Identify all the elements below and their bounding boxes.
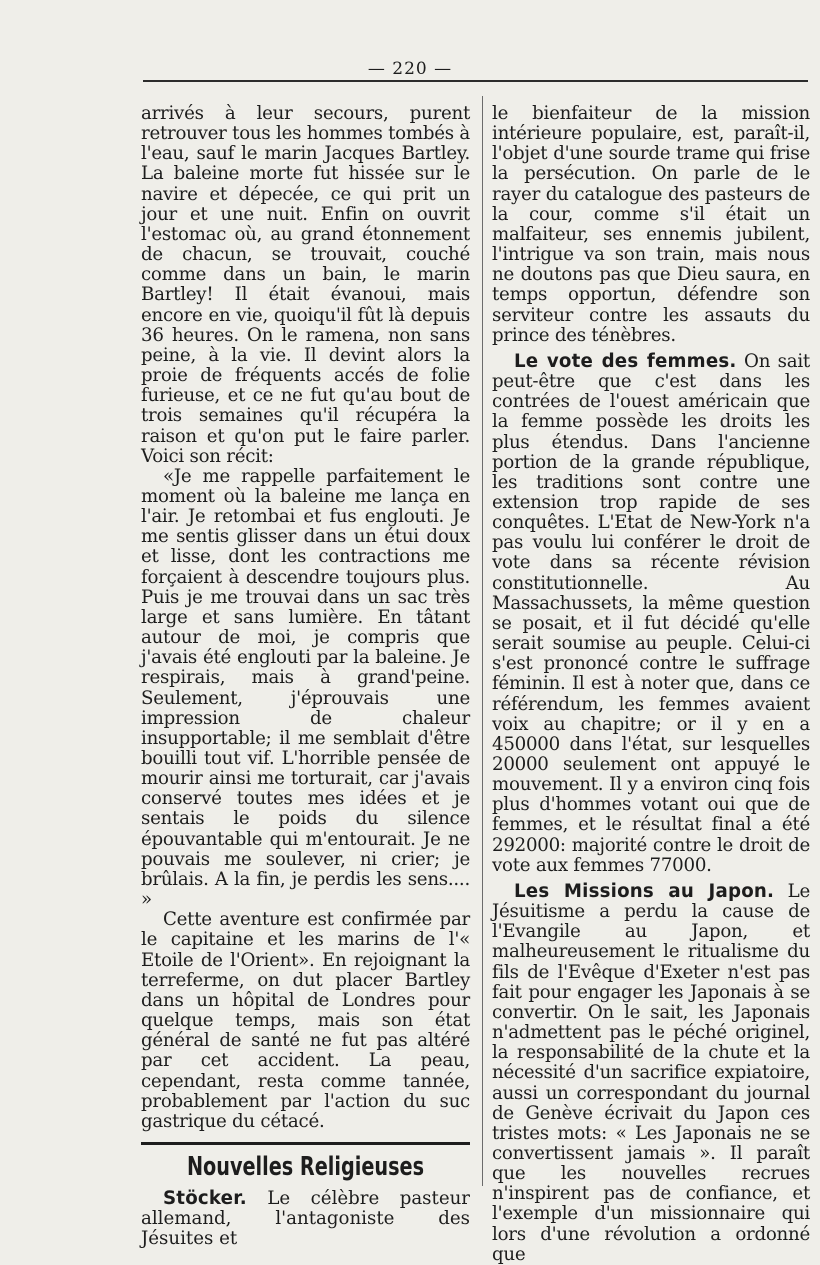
japon-heading: Les Missions au Japon. xyxy=(514,880,775,902)
left-paragraph-stocker xyxy=(141,1189,470,1249)
section-title: Nouvelles Religieuses xyxy=(186,1151,425,1182)
vote-text: On sait peut-être que c'est dans les contrées de l'ouest américain que la femme possède les droits les plus étendus. Dans l'ancienne portion de la grande république, les traditions sont contre une extension trop rapide de ses conquêtes. L'Etat de New-York n'a pas voulu lui conférer le droit de vote dans sa récente révision constitutionnelle. Au Massachussets, la même question se posait, et il fut décidé qu'elle serait soumise au peuple. Celui-ci s'est prononcé contre le suffrage féminin. Il est à noter que, dans ce référendum, les femmes avaient voix au chapitre; or il y en a 450000 dans l'état, sur lesquelles 20000 seulement ont appuyé le mouvement. Il y a environ cinq fois plus d'hommes votant oui que de femmes, et le résultat final a été 292000: majorité contre le droit de vote aux femmes 77000. xyxy=(492,350,810,876)
right-paragraph-vote-des-femmes xyxy=(492,352,810,876)
section-rule xyxy=(141,1142,470,1145)
right-column xyxy=(492,104,810,1265)
stocker-heading: Stöcker. xyxy=(163,1187,247,1209)
page-number: — 220 — xyxy=(367,59,453,79)
stocker-text: Le célèbre pasteur allemand, l'antagoniste des Jésuites et xyxy=(141,1187,470,1250)
left-paragraph-whale-rescue: arrivés à leur secours, purent retrouver tous les hommes tombés à l'eau, sauf le marin Jacques Bartley. La baleine morte fut hissée sur le navire et dépecée, ce qui prit un jour et une nuit. Enfin on ouvrit l'estomac où, au grand étonnement de chacun, se trouvait, couché comme dans un bain, le marin Bartley! Il était évanoui, mais encore en vie, quoiqu'il fût là depuis 36 heures. On le ramena, non sans peine, à la vie. Il devint alors la proie de fréquents accés de folie furieuse, et ce ne fut qu'au bout de trois semaines qu'il récupéra la raison et qu'on put le faire parler. Voici son récit: xyxy=(141,103,470,467)
vote-heading: Le vote des femmes. xyxy=(514,350,737,372)
left-paragraph-bartley-account: «Je me rappelle parfaitement le moment où la baleine me lança en l'air. Je retombai et fus englouti. Je me sentis glisser dans un étui doux et lisse, dont les contractions me forçaient à descendre toujours plus. Puis je me trouvai dans un sac très large et sans lumière. En tâtant autour de moi, je compris que j'avais été englouti par la baleine. Je respirais, mais à grand'peine. Seulement, j'éprouvais une impression de chaleur insupportable; il me semblait d'être bouilli tout vif. L'horrible pensée de mourir ainsi me torturait, car j'avais conservé toutes mes idées et je sentais le poids du silence épouvantable qui m'entourait. Je ne pouvais me soulever, ni crier; je brûlais. A la fin, je perdis les sens.... » xyxy=(141,465,470,911)
right-paragraph-stocker-continued: le bienfaiteur de la mission intérieure populaire, est, paraît-il, l'objet d'une sourde trame qui frise la persécution. On parle de le rayer du catalogue des pasteurs de la cour, comme s'il était un malfaiteur, ses ennemis jubilent, l'intrigue va son train, mais nous ne doutons pas que Dieu saura, en temps opportun, défendre son serviteur contre les assauts du prince des ténèbres. xyxy=(492,103,810,346)
left-column xyxy=(141,104,470,1249)
column-divider xyxy=(482,96,483,1186)
right-paragraph-missions-japon xyxy=(492,882,810,1265)
japon-text: Le Jésuitisme a perdu la cause de l'Evangile au Japon, et malheureusement le ritualisme du fils de l'Evêque d'Exeter n'est pas fait pour engager les Japonais à se convertir. On le sait, les Japonais n'admettent pas le péché originel, la responsabilité de la chute et la nécessité d'un sacrifice expiatoire, aussi un correspondant du journal de Genève écrivait du Japon ces tristes mots: « Les Japonais ne se convertissent jamais ». Il paraît que les nouvelles recrues n'inspirent pas de confiance, et l'exemple d'un missionnaire qui lors d'une révolution a ordonné que xyxy=(492,880,811,1265)
header-rule xyxy=(143,80,808,82)
left-paragraph-confirmation: Cette aventure est confirmée par le capitaine et les marins de l'« Etoile de l'Orient». En rejoignant la terreferme, on dut placer Bartley dans un hôpital de Londres pour quelque temps, mais son état général de santé ne fut pas altéré par cet accident. La peau, cependant, resta comme tannée, probablement par l'action du suc gastrique du cétacé. xyxy=(141,909,470,1132)
